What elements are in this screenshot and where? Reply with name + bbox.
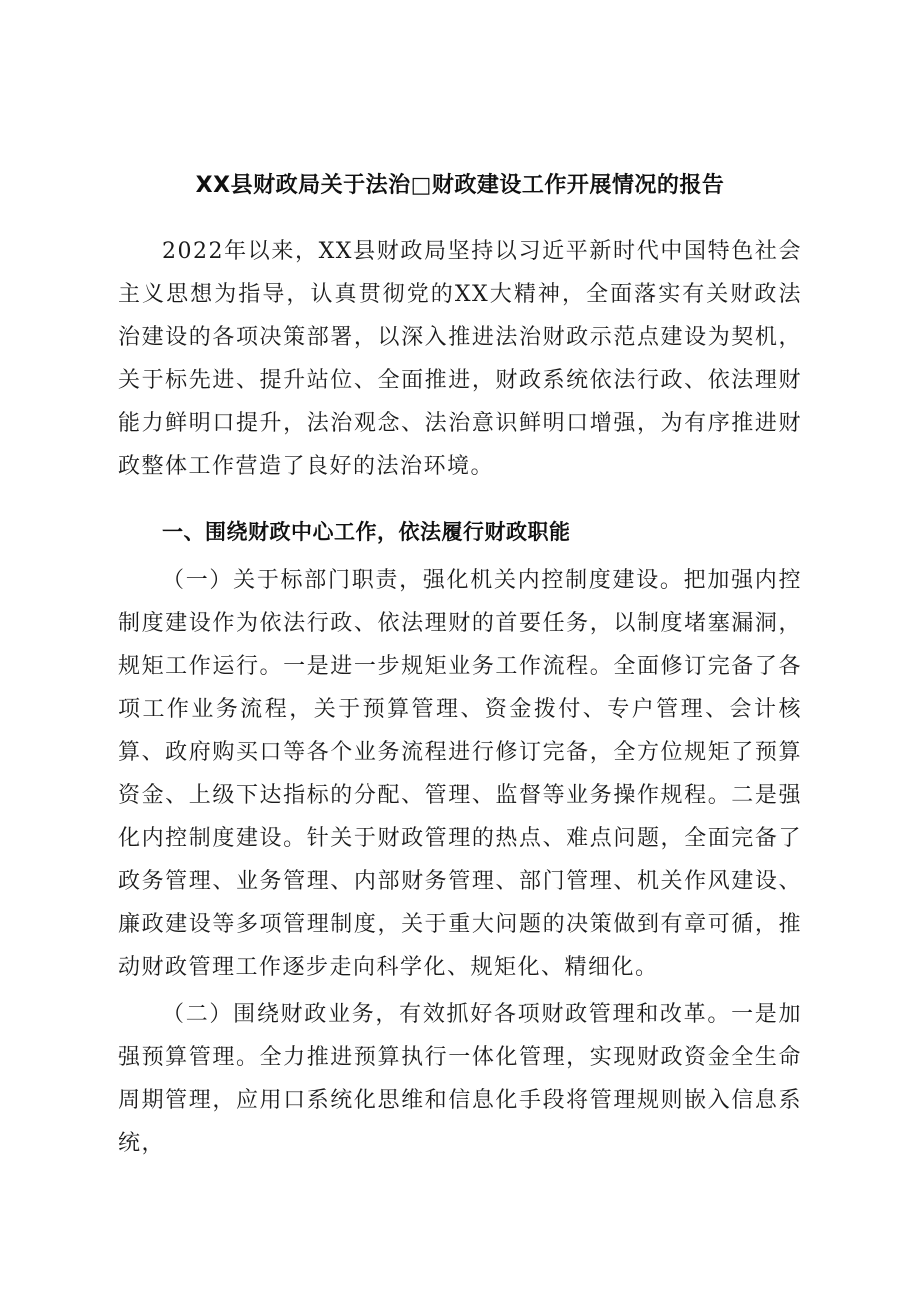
body-paragraph: （一）关于标部门职责，强化机关内控制度建设。把加强内控制度建设作为依法行政、依法理财的首要任务，以制度堵塞漏洞，规矩工作运行。一是进一步规矩业务工作流程。全面修订完备了各项工作业务流程，关于预算管理、资金拨付、专户管理、会计核算、政府购买口等各个业务流程进行修订完备，全方位规矩了预算资金、上级下达指标的分配、管理、监督等业务操作规程。二是强化内控制度建设。针关于财政管理的热点、难点问题，全面完备了政务管理、业务管理、内部财务管理、部门管理、机关作风建设、廉政建设等多项管理制度，关于重大问题的决策做到有章可循，推动财政管理工作逐步走向科学化、规矩化、精细化。 <box>118 568 802 980</box>
intro-paragraph: 2022年以来，XX县财政局坚持以习近平新时代中国特色社会主义思想为指导，认真贯彻党的XX大精神，全面落实有关财政法治建设的各项决策部署，以深入推进法治财政示范点建设为契机，关于标先进、提升站位、全面推进，财政系统依法行政、依法理财能力鲜明口提升，法治观念、法治意识鲜明口增强，为有序推进财政整体工作营造了良好的法治环境。 <box>118 239 802 479</box>
section-heading: 一、围绕财政中心工作，依法履行财政职能 <box>162 520 571 544</box>
body-paragraph: （二）围绕财政业务，有效抓好各项财政管理和改革。一是加强预算管理。全力推进预算执行一体化管理，实现财政资金全生命周期管理，应用口系统化思维和信息化手段将管理规则嵌入信息系统， <box>118 1002 802 1156</box>
document-title: XX县财政局关于法治□财政建设工作开展情况的报告 <box>195 173 725 198</box>
